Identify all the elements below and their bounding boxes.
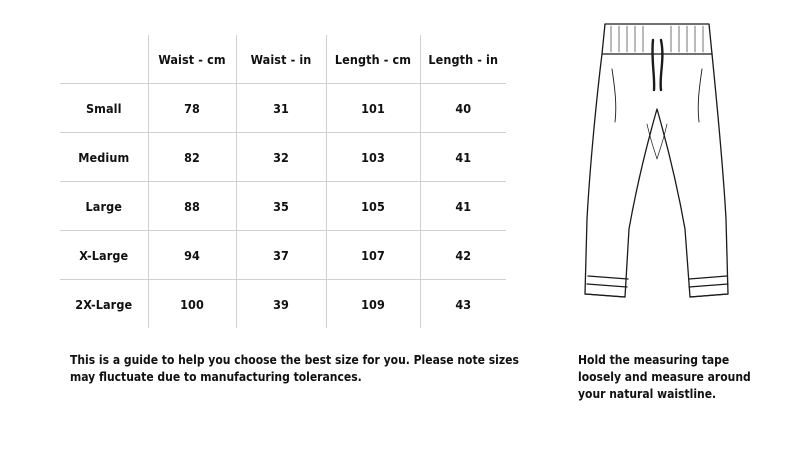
length-cm-cell: 101 bbox=[326, 84, 420, 133]
length-cm-cell: 107 bbox=[326, 231, 420, 280]
length-cm-cell: 109 bbox=[326, 280, 420, 329]
waist-cm-cell: 100 bbox=[148, 280, 236, 329]
waist-cm-cell: 78 bbox=[148, 84, 236, 133]
table-header-row bbox=[60, 35, 506, 84]
waist-cm-cell: 94 bbox=[148, 231, 236, 280]
table-row bbox=[60, 133, 506, 182]
table-row bbox=[60, 182, 506, 231]
size-label: Large bbox=[60, 182, 148, 231]
size-label: Small bbox=[60, 84, 148, 133]
measuring-instructions: Hold the measuring tape loosely and measure around your natural waistline. bbox=[578, 353, 751, 401]
header-length-in: Length - in bbox=[420, 35, 506, 84]
size-label: 2X-Large bbox=[60, 280, 148, 329]
header-waist-in: Waist - in bbox=[236, 35, 326, 84]
waist-cm-cell: 88 bbox=[148, 182, 236, 231]
table-row bbox=[60, 280, 506, 329]
table-row bbox=[60, 84, 506, 133]
table-row bbox=[60, 231, 506, 280]
length-in-cell: 42 bbox=[420, 231, 506, 280]
length-in-cell: 43 bbox=[420, 280, 506, 329]
size-chart-table bbox=[60, 35, 506, 328]
waist-in-cell: 32 bbox=[236, 133, 326, 182]
waist-in-cell: 37 bbox=[236, 231, 326, 280]
header-length-cm: Length - cm bbox=[326, 35, 420, 84]
length-in-cell: 40 bbox=[420, 84, 506, 133]
size-label: X-Large bbox=[60, 231, 148, 280]
header-corner bbox=[60, 35, 148, 84]
length-cm-cell: 105 bbox=[326, 182, 420, 231]
size-guide-note: This is a guide to help you choose the best size for you. Please note sizes may fluctuate due to manufacturing tolerances. bbox=[70, 353, 519, 384]
waist-cm-cell: 82 bbox=[148, 133, 236, 182]
size-label: Medium bbox=[60, 133, 148, 182]
waist-in-cell: 35 bbox=[236, 182, 326, 231]
length-in-cell: 41 bbox=[420, 182, 506, 231]
waist-in-cell: 39 bbox=[236, 280, 326, 329]
waist-in-cell: 31 bbox=[236, 84, 326, 133]
header-waist-cm: Waist - cm bbox=[148, 35, 236, 84]
length-cm-cell: 103 bbox=[326, 133, 420, 182]
sweatpants-icon bbox=[575, 14, 745, 319]
length-in-cell: 41 bbox=[420, 133, 506, 182]
